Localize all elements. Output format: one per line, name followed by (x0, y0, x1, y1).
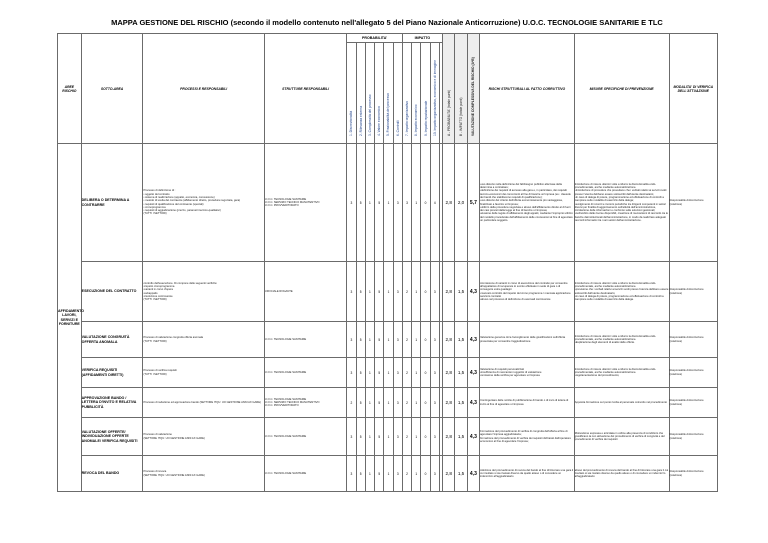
score-cell: 1 (384, 456, 393, 492)
text-line: •rispetto cronoprogramma (143, 284, 175, 288)
score-cell: 1 (412, 358, 421, 388)
score-cell: 3 (347, 358, 356, 388)
misure-cell (574, 358, 669, 388)
text-line: U.O.C. TECNOLOGIE SANITARIE (264, 370, 307, 374)
text-line: Processo di redazione ed approvazione bando (SETTORE ITQU: UO GESTIONE ANNI AX GARE) (143, 400, 261, 404)
valutazione-cell: 4,3 (467, 262, 479, 322)
text-line: •in caso di delega di potere, programmazione ed effettuazione di controlli a campione sulle modalità di esercizio della delega. (574, 294, 664, 302)
table-row (58, 358, 718, 388)
score-cell: 3 (393, 456, 402, 492)
score-cell: 3 (393, 144, 402, 262)
text-line: U.O.C. TECNOLOGIE SANITARIE (264, 471, 307, 475)
text-line: •abuso nel processo di definizione di eventuali controversie (480, 298, 551, 302)
table-row (58, 144, 718, 262)
table-row (58, 456, 718, 492)
score-cell: 3 (347, 418, 356, 456)
score-cell: 1 (412, 322, 421, 358)
processi-cell (143, 456, 264, 492)
text-line: (relazione) (669, 339, 683, 343)
text-line: U.O.C. PROVVEDITORATO (264, 204, 299, 208)
score-cell: 2 (402, 262, 411, 322)
strutture-cell (264, 322, 346, 358)
table-row (58, 262, 718, 322)
modalita-cell (669, 456, 718, 492)
processi-cell (143, 388, 264, 418)
text-line: controllo dell'esecuzione. Di compone delle seguenti verifiche: (143, 281, 218, 285)
col-header-area: AREE RISCHIO (58, 34, 82, 144)
modalita-cell (669, 144, 718, 262)
criterion-header: 5. Frazionabilità del processo (384, 43, 393, 144)
score-cell: 5 (356, 322, 365, 358)
valutazione-cell: 4,3 (467, 388, 479, 418)
modalita-cell (669, 322, 718, 358)
text-line: Processo di verifica requisiti (143, 369, 177, 373)
score-cell: 2 (402, 456, 411, 492)
valutazione-cell: 5,7 (467, 144, 479, 262)
processi-cell (143, 358, 264, 388)
criterion-header: 6. Controlli (393, 43, 402, 144)
col-group-probabilita: PROBABILITA' (347, 34, 403, 43)
score-cell: 2 (402, 322, 411, 358)
text-line: (relazione) (669, 402, 683, 406)
modalita-cell (669, 262, 718, 322)
processi-cell (143, 262, 264, 322)
text-line: abuso del provvedimento di revoca del bando al fine di bloccare una gara il cui risultato si sia rivelato diverso da quello atteso o di concedere un indennizzo all'aggiudicatario (574, 468, 669, 479)
score-cell: 1 (412, 388, 421, 418)
col-header-sotto-area: SOTTO-AREA (81, 34, 143, 144)
text-line: •In caso di delega di potere, programmazione ed effettuazione di controlli a campione sulle modalità di esercizio della delega; (574, 195, 664, 203)
criterion-header: 8. Impatto economico (412, 43, 421, 144)
score-cell: 2 (347, 388, 356, 418)
score-cell: 1 (384, 262, 393, 322)
score-cell: 3 (347, 322, 356, 358)
score-cell: 4 (430, 144, 439, 262)
text-line: • requisiti di aggiudicazione (prezzo, parametri tecnico-qualitativi) (143, 209, 221, 213)
text-line: (SETTORE ITQU: UO GESTIONE ANNI AX GARE) (143, 473, 205, 477)
modalita-cell (669, 358, 718, 388)
score-cell: 5 (356, 144, 365, 262)
text-line: •Introduzione di procedure che prevedano che i verbali relativi ai servizi svolti presso l'utenza debbano essere sottoscritti dall'utente destinatario; (574, 189, 667, 196)
score-cell: 1 (365, 388, 374, 418)
score-cell: 1 (384, 418, 393, 456)
text-line: Responsabile Anticorruzione (669, 199, 704, 203)
score-cell: 3 (347, 262, 356, 322)
text-line: •varianti in corso d'opera (143, 288, 173, 292)
probabilita-cell: 2,8 (443, 388, 455, 418)
text-line: UFFICIALE ROGANTE (264, 289, 293, 293)
score-cell: 0 (421, 388, 430, 418)
text-line: Responsabile Anticorruzione (669, 399, 704, 403)
text-line: (TUTTI I SETTORI) (143, 372, 167, 376)
impatto-cell: 1,5 (455, 388, 467, 418)
text-line: formazione del provvedimento di verifica dei requisiti dichiarati dall'operatore economico al fine di agevolare l'impresa; (480, 436, 571, 443)
text-line: •uso distorto del criterio dell'offerta economicamente più vantaggiosa, finalizzato a favorire un'impresa; (480, 199, 563, 206)
probabilita-cell: 2,8 (443, 322, 455, 358)
strutture-cell (264, 418, 346, 456)
criterion-header: 4. Valore economico (375, 43, 384, 144)
area-rischio-cell: AFFIDAMENTO LAVORI, SERVIZI E FORNITURE (58, 144, 82, 492)
impatto-cell: 1,5 (455, 358, 467, 388)
text-line: •elusione delle regole di affidamento degli appalti, mediante l'improprio utilizzo del modello procedurale dell'affidamento delle concessioni al fine di agevolare un particolare soggetto. (480, 212, 573, 222)
text-line: Introduzione di misure ulteriori volte a ridurre la discrezionalità endo-procedimentale, anche mediante automatizzazione. (574, 367, 657, 374)
text-line: Processo di revoca (143, 470, 167, 474)
text-line: •previsione che i verbali relativi ai servizi svolti presso l'utenza debbano essere sottoscritti dall'utente destinatario; (574, 288, 669, 295)
rischi-cell (480, 358, 575, 388)
score-cell: 1 (365, 418, 374, 456)
text-line: (relazione) (669, 473, 683, 477)
text-line: U.O.C. PROVVEDITORATO (264, 404, 299, 408)
score-cell: 3 (393, 388, 402, 418)
probabilita-cell: 2,8 (443, 144, 455, 262)
score-cell: 2 (402, 358, 411, 388)
misure-cell (574, 456, 669, 492)
sotto-area-cell: REVOCA DEL BANDO (81, 456, 143, 492)
score-cell: 1 (412, 456, 421, 492)
rischi-cell (480, 144, 575, 262)
score-cell: 2 (402, 388, 411, 418)
misure-cell (574, 418, 669, 456)
text-line: (relazione) (669, 372, 683, 376)
score-cell: 0 (421, 144, 430, 262)
score-cell: 3 (393, 418, 402, 456)
text-line: (relazione) (669, 202, 683, 206)
score-cell: 1 (384, 358, 393, 388)
strutture-cell (264, 262, 346, 322)
probabilita-cell: 2,8 (443, 418, 455, 456)
score-cell: 3 (347, 456, 356, 492)
strutture-cell (264, 388, 346, 418)
col-header-rischi: RISCHI STRUTTURALI AL FATTO CORRUTTIVO (480, 34, 575, 144)
score-cell: 5 (356, 388, 365, 418)
impatto-cell: 2,0 (455, 144, 467, 262)
risk-rows (58, 144, 718, 492)
col-header-imp-totale: B - IMPATTO (totale punti) (455, 34, 467, 144)
probabilita-cell: 2,8 (443, 262, 455, 322)
score-cell: 1 (365, 358, 374, 388)
modalita-cell (669, 388, 718, 418)
score-cell: 3 (430, 322, 439, 358)
score-cell: 5 (375, 322, 384, 358)
col-header-processi: PROCESSI E RESPONSABILI (143, 34, 264, 144)
score-cell: 1 (365, 456, 374, 492)
text-line: •uso distorto nella definizione del fabbisogno pubblico alla base della determina a contrattare; (480, 182, 562, 190)
text-line: (TUTTI I SETTORI) (143, 212, 167, 216)
score-cell: 0 (421, 358, 430, 388)
risk-map-table (57, 33, 718, 492)
text-line: Responsabile Anticorruzione (669, 369, 704, 373)
text-line: • cronoprogramma (143, 205, 166, 209)
sotto-area-cell: VALUTAZIONE OFFERTE/ INDIVIDUAZIONE OFFERTE ANOMALE/ VERIFICA REQUISITI (81, 418, 143, 456)
text-line: Formazione del provvedimento di verifica di congruità dell'offerta al fine di agevolare l'impresa aggiudicataria; (480, 429, 568, 437)
sotto-area-cell: APPROVAZIONE BANDO / LETTERA D'INVITO E RELATIVA PUBBLICITÀ (81, 388, 143, 418)
text-line: Responsabile Anticorruzione (669, 336, 704, 340)
sotto-area-cell: DELIBERA O DETERMINA A CONTRARRE (81, 144, 143, 262)
text-line: (TUTTI I SETTORI) (143, 298, 167, 302)
text-line: Adozione del provvedimento di revoca del bando al fine di bloccare una gara il cui risultato si sia rivelato diverso da quello atteso o di concedere un indennizzo all'aggiudicatario (480, 468, 574, 479)
score-cell: 1 (365, 322, 374, 358)
score-cell: 5 (356, 418, 365, 456)
text-line: Processo di definizione di : (143, 189, 176, 193)
score-cell: 3 (430, 388, 439, 418)
modalita-cell (669, 418, 718, 456)
score-cell: 3 (430, 456, 439, 492)
text-line: Introduzione di misure ulteriori volte a ridurre la discrezionalità endo-procedimentale, anche mediante automatizzazione. (574, 281, 657, 288)
impatto-cell: 1,5 (455, 322, 467, 358)
col-header-valutazione: VALUTAZIONE COMPLESSIVA DEL RISCHIO (A*B) (467, 34, 479, 144)
text-line: (SETTORE ITQU: UO GESTIONE ANNI AX GARE) (143, 436, 205, 440)
text-line: Apposita formazione sul punto rivolta al personale coinvolto nel procedimento (574, 400, 667, 404)
text-line: •utilizzo della procedura negoziata e abuso dell'affidamento diretto al di fuori dei casi previsti dalla legge al fine di favorire un'impresa; (480, 205, 571, 213)
text-line: Introduzione di misure ulteriori volte a ridurre la discrezionalità endo-procedimentale, anche mediante automatizzazione. (574, 182, 657, 190)
text-line: •nell'ambito delle risorse disponibili, creazione di meccanismi di raccordo tra le banche dati istituzionali dell'amministrazione, in modo da realizzare adeguati raccordi informativi tra i vari settori dell'amministrazione. (574, 212, 668, 222)
text-line: Ammissione di varianti in corso di esecuzione del contratto per consentire all'appaltatore di recuperare lo sconto effettuato in sede di gara o di conseguire extra guadagni (480, 281, 568, 292)
text-line: Valutazione generica circa l'accoglimento delle giustificazioni sull'offerta presentata per consentire l'aggiudicazione (480, 336, 566, 343)
col-header-misure: MISURE SPECIFICHE DI PREVENZIONE (574, 34, 669, 144)
text-line: •regolamentazione del procedimento; (574, 374, 620, 378)
impatto-cell: 1,5 (455, 262, 467, 322)
rischi-cell (480, 262, 575, 322)
misure-cell (574, 262, 669, 322)
text-line: Introduzione di misure ulteriori volte a ridurre la discrezionalità endo-procedimentale, anche mediante automatizzazione. (574, 334, 657, 341)
text-line: U.O.C. TECNOLOGIE SANITARIE (264, 397, 307, 401)
strutture-cell (264, 456, 346, 492)
text-line: U.O.C. SERVIZIO TECNICO MANUTENTIVO (264, 400, 320, 404)
valutazione-cell: 4,3 (467, 358, 479, 388)
criterion-header: 9. Impatto reputazionale (421, 43, 430, 144)
processi-cell (143, 322, 264, 358)
processi-cell (143, 418, 264, 456)
misure-cell (574, 388, 669, 418)
text-line: U.O.C. TECNOLOGIE SANITARIE (264, 337, 307, 341)
text-line: Valutazione di requisiti personalizzati (480, 367, 524, 371)
strutture-cell (264, 358, 346, 388)
text-line: Motivazione espressa e articolata in ordine alla presenza di condizioni che giustificano la non attivazione del procedimento di verifica di congruità e del procedimento di verifica dei requisiti (574, 431, 665, 442)
col-header-modalita: MODALITA' DI VERIFICA DELL'ATTUAZIONE (669, 34, 718, 144)
score-cell: 2 (402, 418, 411, 456)
text-line: •subappalto (143, 291, 158, 295)
score-cell: 3 (393, 358, 402, 388)
text-line: •mancato controllo del rispetto del crono programma / mancata applicazione sanzioni contratto (480, 291, 571, 298)
score-cell: 1 (384, 322, 393, 358)
criterion-header: 1. Discrezionalità (347, 43, 356, 144)
misure-cell (574, 322, 669, 358)
score-cell: 1 (412, 418, 421, 456)
valutazione-cell: 4,3 (467, 418, 479, 456)
valutazione-cell: 4,3 (467, 456, 479, 492)
table-row (58, 322, 718, 358)
rischi-cell (480, 418, 575, 456)
criterion-header: 2. Rilevanza esterna (356, 43, 365, 144)
criterion-header: 10. Impatto organizzativo, economico e di immagine (430, 43, 439, 144)
misure-cell (574, 144, 669, 262)
text-line: •definizione dei requisiti di accesso alla gara e, in particolare, dei requisiti tecnico-economici dei concorrenti al fine di favorire un'impresa (es.: clausole dei bandi che stabiliscono requisiti di qualificazione); (480, 189, 571, 199)
sotto-area-cell: VERIFICA REQUISITI (AFFIDAMENTI DIRETTI) (81, 358, 143, 388)
probabilita-cell: 2,8 (443, 358, 455, 388)
probabilita-cell: 2,8 (443, 456, 455, 492)
rischi-cell (480, 456, 575, 492)
col-header-strutture: STRUTTURE RESPONSABILI (264, 34, 346, 144)
sotto-area-cell: VALUTAZIONE CONGRUITÀ OFFERTA ANOMALA (81, 322, 143, 358)
score-cell: 5 (356, 456, 365, 492)
criterion-header: 3. Complessità del processo (365, 43, 374, 144)
score-cell: 3 (430, 262, 439, 322)
score-cell: 0 (421, 418, 430, 456)
text-line: Responsabile Anticorruzione (669, 288, 704, 292)
score-cell: 5 (375, 388, 384, 418)
text-line: U.O.C. TECNOLOGIE SANITARIE (264, 197, 307, 201)
score-cell: 1 (365, 262, 374, 322)
text-line: Processo di valutazione congruità offerta anomala (143, 336, 203, 340)
score-cell: 1 (365, 144, 374, 262)
score-cell: 1 (384, 144, 393, 262)
text-line: Responsabile Anticorruzione (669, 470, 704, 474)
score-cell: 3 (347, 144, 356, 262)
text-line: U.O.C. TECNOLOGIE SANITARIE (264, 434, 307, 438)
text-line: • metodo di scelta del contraente (affidamento diretto, procedura negoziata, gara) (143, 199, 241, 203)
rischi-cell (480, 322, 575, 358)
text-line: Processo di valutazione (143, 433, 172, 437)
score-cell: 1 (412, 262, 421, 322)
col-group-impatto: IMPATTO (402, 34, 442, 43)
text-line: Contingentare delle notizie di pubblicazione di bando o di invio di lettera di invito al fine di agevolare un'impresa (480, 399, 569, 406)
text-line: •insufficienza di meccanismi oggettivi di valutazione (480, 370, 542, 374)
impatto-cell: 1,5 (455, 456, 467, 492)
table-row (58, 418, 718, 456)
table-row (58, 388, 718, 418)
score-cell: 0 (421, 322, 430, 358)
score-cell: 5 (356, 358, 365, 388)
page-title: MAPPA GESTIONE DEL RISCHIO (secondo il modello contenuto nell'allegato 5 del Piano Nazionale Anticorruzione) U.O.C. TECNOLOGIE SANITARIE E TLC (111, 18, 663, 27)
text-line: • requisiti di qualificazione del contraente (speciali) (143, 202, 204, 206)
score-cell: 3 (393, 262, 402, 322)
score-cell: 1 (384, 388, 393, 418)
score-cell: 3 (393, 322, 402, 358)
criterion-header: 7. Impatto organizzativo (402, 43, 411, 144)
text-line: •Esplicazione degli elementi di analisi delle offerte. (574, 341, 635, 345)
score-cell: 5 (375, 358, 384, 388)
text-line: (relazione) (669, 291, 683, 295)
text-line: • sistema di realizzazione (appalto, economia, concessione) (143, 195, 215, 199)
text-line: Responsabile Anticorruzione (669, 433, 704, 437)
score-cell: 3 (402, 144, 411, 262)
processi-cell (143, 144, 264, 262)
score-cell: 0 (421, 456, 430, 492)
score-cell: 0 (421, 262, 430, 322)
text-line: •risoluzione controversie (143, 294, 173, 298)
score-cell: 5 (375, 144, 384, 262)
score-cell: 3 (430, 358, 439, 388)
score-cell: 1 (412, 144, 421, 262)
score-cell: 5 (375, 262, 384, 322)
strutture-cell (264, 144, 346, 262)
score-cell: 5 (375, 418, 384, 456)
valutazione-cell: 4,3 (467, 322, 479, 358)
sotto-area-cell: ESECUZIONE DEL CONTRATTO (81, 262, 143, 322)
text-line: (relazione) (669, 436, 683, 440)
impatto-cell: 1,5 (455, 418, 467, 456)
col-header-prob-totale: A - PROBABILITA' (totale punti) (443, 34, 455, 144)
text-line: •omissione della verifica per agevolare un'impresa (480, 374, 540, 378)
score-cell: 5 (356, 262, 365, 322)
score-cell: 5 (375, 456, 384, 492)
score-cell: 3 (430, 418, 439, 456)
rischi-cell (480, 388, 575, 418)
text-line: U.O.C. SERVIZIO TECNICO MANUTENTIVO (264, 200, 320, 204)
text-line: • oggetto del contratto (143, 192, 170, 196)
text-line: •svolgimento di incontri e riunioni periodiche tra dirigenti competenti in settori diversi per finalità di aggiornamento sull'attività dell'amministrazione, circolazione delle informazioni e confronto sulle soluzioni gestionali; (574, 202, 666, 213)
text-line: (TUTTI I SETTORI) (143, 339, 167, 343)
